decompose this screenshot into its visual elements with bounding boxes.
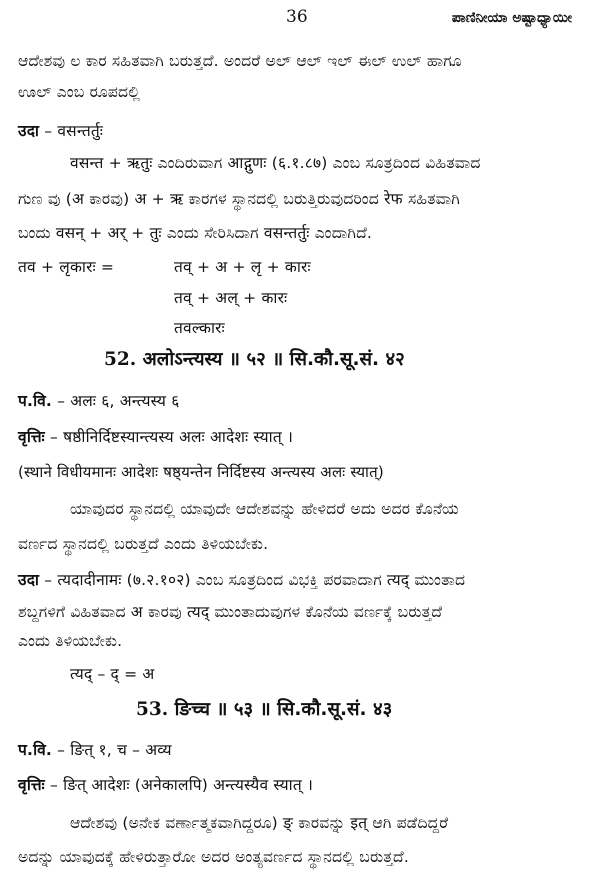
vritti-line: [18, 774, 313, 796]
example-word: वसन्तर्तुः: [57, 122, 104, 140]
padavibhaga-text: – अलः ६, अन्त्यस्य ६: [52, 392, 180, 410]
sutra-heading-53: [136, 697, 392, 723]
padavibhaga-label: प.वि.: [18, 392, 53, 410]
sutra-number: 53.: [136, 699, 169, 720]
paragraph-line: ಯಾವುದರ ಸ್ಥಾನದಲ್ಲಿ ಯಾವುದೇ ಆದೇಶವನ್ನು ಹೇಳಿದರೆ ಅದು ಅದರ ಕೊನೆಯ: [70, 500, 459, 518]
dash: –: [39, 122, 58, 140]
vritti-text: – षष्ठीनिर्दिष्टस्यान्त्यस्य अलः आदेशः स्यात् ।: [44, 428, 294, 446]
example-label: उदा: [18, 571, 40, 589]
paragraph-line: ಆದೇಶವು (ಅನೇಕ ವರ್ಣಾತ್ಮಕವಾಗಿದ್ದರೂ) ङ् ಕಾರವನ್ನು इत् ಆಗಿ ಪಡೆದಿದ್ದರೆ: [70, 814, 449, 832]
example-line: [18, 569, 465, 591]
paragraph-line: ಆದೇಶವು ಲ ಕಾರ ಸಹಿತವಾಗಿ ಬರುತ್ತದೆ. ಅಂದರೆ ಅಲ್ ಆಲ್ ಇಲ್ ಈಲ್ ಉಲ್ ಹಾಗೂ: [18, 52, 462, 70]
paragraph-line: ಎಂದು ತಿಳಿಯಬೇಕು.: [18, 632, 123, 650]
vritti-text: – ङित् आदेशः (अनेकालपि) अन्त्यस्यैव स्यात् ।: [44, 776, 314, 794]
paragraph-line: ವರ್ಣದ ಸ್ಥಾನದಲ್ಲಿ ಬರುತ್ತದೆ ಎಂದು ತಿಳಿಯಬೇಕು.: [18, 535, 269, 553]
formula: त्यद् – द् = अ: [70, 665, 155, 683]
paragraph-line: ಶಬ್ದಗಳಿಗೆ ವಿಹಿತವಾದ अ ಕಾರವು त्यद् ಮುಂತಾದುವುಗಳ ಕೊನೆಯ ವರ್ಣಕ್ಕೆ ಬರುತ್ತದೆ: [18, 603, 443, 621]
padavibhaga-text: – ङित् १, च – अव्य: [52, 741, 172, 759]
example-line: [18, 120, 103, 142]
sutra-text: अलोऽन्त्यस्य ॥ ५२ ॥ सि.कौ.सू.सं. ४२: [142, 349, 405, 370]
derivation-step-1-left: तव + लृकारः =: [18, 258, 115, 276]
paragraph-line: वसन्त + ऋतुः ಎಂದಿರುವಾಗ आद्गुणः (६.१.८७) ಎಂಬ ಸೂತ್ರದಿಂದ ವಿಹಿತವಾದ: [70, 154, 481, 172]
page-number: 36: [286, 7, 308, 27]
vritti-label: वृत्तिः: [18, 776, 45, 794]
running-header-title: ಪಾಣಿನೀಯಾ ಅಷ್ಟಾಧ್ಯಾಯೀ: [451, 10, 572, 26]
sutra-number: 52.: [104, 349, 137, 370]
example-label: उदा: [18, 122, 40, 140]
derivation-result: तवल्कारः: [174, 319, 225, 337]
paragraph-line: ಬಂದು वसन् + अर् + तुः ಎಂದು ಸೇರಿಸಿದಾಗ वसन्तर्तुः ಎಂದಾಗಿದೆ.: [18, 224, 373, 242]
padavibhaga-line: [18, 390, 179, 412]
example-text: – त्यदादीनामः (७.२.१०२) ಎಂಬ ಸೂತ್ರದಿಂದ ವಿಭಕ್ತಿ ಪರವಾದಾಗ त्यद् ಮುಂತಾದ: [39, 571, 466, 589]
derivation-step-2: तव् + अल् + कारः: [174, 289, 288, 307]
vritti-line: [18, 426, 293, 448]
parenthetical-note: (स्थाने विधीयमानः आदेशः षष्ठ्यन्तेन निर्दिष्टस्य अन्त्यस्य अलः स्यात्): [18, 463, 384, 481]
sutra-text: ङिच्च ॥ ५३ ॥ सि.कौ.सू.सं. ४३: [174, 699, 393, 720]
paragraph-line: ಗುಣ ವು (अ ಕಾರವು) अ + ऋ ಕಾರಗಳ ಸ್ಥಾನದಲ್ಲಿ ಬರುತ್ತಿರುವುದರಿಂದ रेफ ಸಹಿತವಾಗಿ: [18, 190, 460, 208]
paragraph-line: ಊಲ್ ಎಂಬ ರೂಪದಲ್ಲಿ: [18, 83, 141, 101]
padavibhaga-label: प.वि.: [18, 741, 53, 759]
vritti-label: वृत्तिः: [18, 428, 45, 446]
paragraph-line: ಅದನ್ನು ಯಾವುದಕ್ಕೆ ಹೇಳಿರುತ್ತಾರೋ ಅದರ ಅಂತ್ಯವರ್ಣದ ಸ್ಥಾನದಲ್ಲಿ ಬರುತ್ತದೆ.: [18, 848, 409, 866]
derivation-step-1: तव् + अ + लृ + कारः: [174, 258, 311, 276]
sutra-heading-52: [104, 347, 405, 373]
padavibhaga-line: [18, 739, 172, 761]
